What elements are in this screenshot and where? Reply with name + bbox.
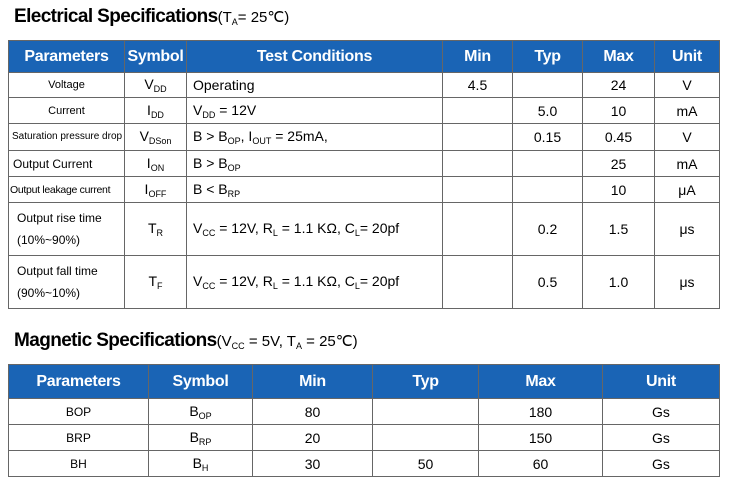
unit-cell: V bbox=[655, 73, 720, 98]
magnetic-spec-condition: ($V_{CC} = 5V$, $T_A$ = 25℃) bbox=[216, 333, 358, 351]
header-max: Max bbox=[583, 41, 655, 73]
test-condition-cell: $B < B_{RP}$ bbox=[187, 177, 443, 203]
max-cell: 1.0 bbox=[583, 256, 655, 309]
header-parameters: Parameters bbox=[9, 41, 125, 73]
typ-cell: 5.0 bbox=[513, 98, 583, 124]
typ-cell bbox=[513, 177, 583, 203]
header-typ: Typ bbox=[513, 41, 583, 73]
min-cell: 4.5 bbox=[443, 73, 513, 98]
param-cell: Output rise time (10%~90%) bbox=[9, 203, 125, 256]
min-cell bbox=[443, 124, 513, 151]
typ-cell: 0.15 bbox=[513, 124, 583, 151]
table-row bbox=[9, 399, 720, 425]
test-condition-cell: $B > B_{OP}$ bbox=[187, 151, 443, 177]
magnetic-spec-table bbox=[8, 364, 720, 477]
typ-cell: 50 bbox=[373, 451, 479, 477]
table-row bbox=[9, 425, 720, 451]
symbol-cell: $I_{ON}$ bbox=[125, 151, 187, 177]
param-cell: Output fall time (90%~10%) bbox=[9, 256, 125, 309]
max-cell: 0.45 bbox=[583, 124, 655, 151]
min-cell bbox=[443, 177, 513, 203]
unit-cell: mA bbox=[655, 151, 720, 177]
test-condition-cell: Operating bbox=[187, 73, 443, 98]
header-test-conditions: Test Conditions bbox=[187, 41, 443, 73]
typ-cell bbox=[373, 425, 479, 451]
test-condition-cell: $B > B_{OP}$, $I_{OUT} = 25mA$, bbox=[187, 124, 443, 151]
magnetic-spec-title: Magnetic Specifications bbox=[14, 330, 217, 351]
min-cell bbox=[443, 151, 513, 177]
min-cell bbox=[443, 98, 513, 124]
typ-cell: 0.2 bbox=[513, 203, 583, 256]
unit-cell: μA bbox=[655, 177, 720, 203]
param-cell: BRP bbox=[9, 425, 149, 451]
symbol-cell: $T_R$ bbox=[125, 203, 187, 256]
magnetic-spec-heading bbox=[14, 330, 358, 352]
max-cell: 60 bbox=[479, 451, 603, 477]
test-condition-cell: $V_{DD} = 12V$ bbox=[187, 98, 443, 124]
unit-cell: mA bbox=[655, 98, 720, 124]
table-row bbox=[9, 256, 720, 309]
symbol-cell: $V_{DSon}$ bbox=[125, 124, 187, 151]
unit-cell: Gs bbox=[603, 399, 720, 425]
param-cell: Saturation pressure drop bbox=[9, 124, 125, 151]
min-cell: 80 bbox=[253, 399, 373, 425]
min-cell: 20 bbox=[253, 425, 373, 451]
test-condition-cell: $V_{CC} = 12V$, $R_L = 1.1$ KΩ, $C_L= 20pf$ bbox=[187, 203, 443, 256]
header-symbol: Symbol bbox=[125, 41, 187, 73]
header-symbol: Symbol bbox=[149, 365, 253, 399]
symbol-cell: $I_{OFF}$ bbox=[125, 177, 187, 203]
unit-cell: μs bbox=[655, 256, 720, 309]
electrical-spec-condition: ($T_A=$ 25℃) bbox=[217, 9, 290, 27]
header-min: Min bbox=[443, 41, 513, 73]
symbol-cell: $I_{DD}$ bbox=[125, 98, 187, 124]
electrical-spec-heading bbox=[14, 6, 289, 28]
min-cell bbox=[443, 203, 513, 256]
typ-cell: 0.5 bbox=[513, 256, 583, 309]
table-row bbox=[9, 177, 720, 203]
header-unit: Unit bbox=[603, 365, 720, 399]
unit-cell: V bbox=[655, 124, 720, 151]
header-min: Min bbox=[253, 365, 373, 399]
symbol-cell: $V_{DD}$ bbox=[125, 73, 187, 98]
typ-cell bbox=[373, 399, 479, 425]
symbol-cell: $B_{OP}$ bbox=[149, 399, 253, 425]
max-cell: 1.5 bbox=[583, 203, 655, 256]
table-header-row bbox=[9, 41, 720, 73]
max-cell: 150 bbox=[479, 425, 603, 451]
max-cell: 180 bbox=[479, 399, 603, 425]
header-unit: Unit bbox=[655, 41, 720, 73]
param-cell: BOP bbox=[9, 399, 149, 425]
param-cell: Current bbox=[9, 98, 125, 124]
max-cell: 10 bbox=[583, 177, 655, 203]
unit-cell: μs bbox=[655, 203, 720, 256]
table-row bbox=[9, 73, 720, 98]
param-cell: Output Current bbox=[9, 151, 125, 177]
test-condition-cell: $V_{CC} = 12V$, $R_L = 1.1$ KΩ, $C_L= 20pf$ bbox=[187, 256, 443, 309]
electrical-spec-table bbox=[8, 40, 720, 309]
table-row bbox=[9, 151, 720, 177]
header-parameters: Parameters bbox=[9, 365, 149, 399]
symbol-cell: $B_{RP}$ bbox=[149, 425, 253, 451]
table-row bbox=[9, 203, 720, 256]
electrical-spec-title: Electrical Specifications bbox=[14, 6, 218, 27]
min-cell: 30 bbox=[253, 451, 373, 477]
max-cell: 24 bbox=[583, 73, 655, 98]
symbol-cell: $B_H$ bbox=[149, 451, 253, 477]
param-cell: Voltage bbox=[9, 73, 125, 98]
max-cell: 10 bbox=[583, 98, 655, 124]
param-cell: Output leakage current bbox=[9, 177, 125, 203]
table-row bbox=[9, 124, 720, 151]
symbol-cell: $T_F$ bbox=[125, 256, 187, 309]
max-cell: 25 bbox=[583, 151, 655, 177]
unit-cell: Gs bbox=[603, 425, 720, 451]
table-header-row bbox=[9, 365, 720, 399]
unit-cell: Gs bbox=[603, 451, 720, 477]
header-max: Max bbox=[479, 365, 603, 399]
table-row bbox=[9, 451, 720, 477]
header-typ: Typ bbox=[373, 365, 479, 399]
typ-cell bbox=[513, 151, 583, 177]
table-row bbox=[9, 98, 720, 124]
typ-cell bbox=[513, 73, 583, 98]
param-cell: BH bbox=[9, 451, 149, 477]
min-cell bbox=[443, 256, 513, 309]
